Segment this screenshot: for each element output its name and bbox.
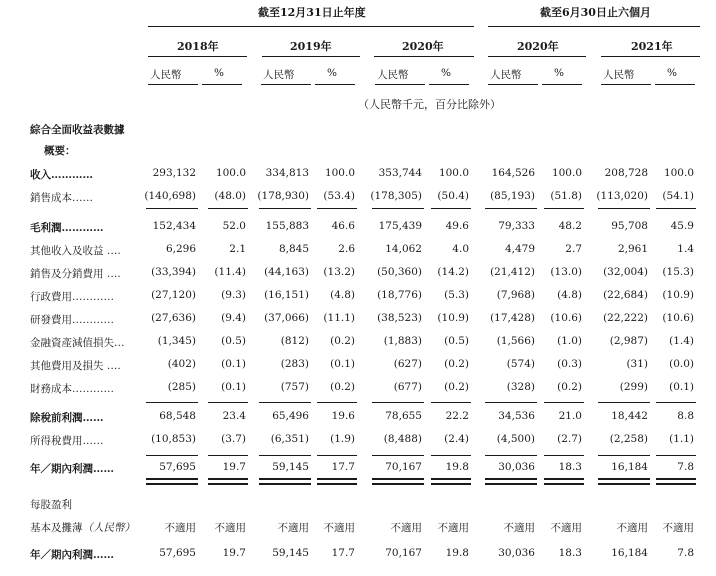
table-rule bbox=[146, 455, 198, 456]
row-cell-amount: 2,961 bbox=[617, 243, 648, 255]
row-cell-amount: 208,728 bbox=[604, 167, 648, 179]
table-rule bbox=[259, 483, 311, 485]
row-cell-amount: 334,813 bbox=[265, 167, 309, 179]
row-cell-amount: 68,548 bbox=[159, 410, 196, 422]
row-label: 其他費用及損失 …. bbox=[30, 360, 121, 372]
row-cell-pct: (4.8) bbox=[557, 289, 582, 301]
row-cell-amount: (757) bbox=[280, 381, 309, 393]
row-cell-pct: 22.2 bbox=[445, 410, 469, 422]
eps-basic-cell-amount: 不適用 bbox=[164, 522, 196, 534]
sub-header-rule bbox=[542, 84, 582, 85]
row-cell-amount: (113,020) bbox=[596, 190, 648, 202]
row-cell-pct: (0.0) bbox=[669, 358, 694, 370]
row-cell-pct: 19.7 bbox=[222, 461, 246, 473]
table-rule bbox=[656, 208, 696, 209]
table-rule bbox=[656, 483, 696, 485]
header-six-month-group: 截至6月30日止六個月 bbox=[540, 6, 651, 19]
row-cell-pct: 100.0 bbox=[324, 167, 355, 179]
sub-header-rule bbox=[261, 84, 311, 85]
year-2018: 2018年 bbox=[177, 40, 219, 53]
row-cell-amount: (8,488) bbox=[383, 433, 422, 445]
row-cell-amount: 155,883 bbox=[265, 220, 309, 232]
row-cell-amount: (21,412) bbox=[490, 266, 535, 278]
row-cell-pct: (0.2) bbox=[330, 335, 355, 347]
eps-basic-label-suffix: （人民幣） bbox=[82, 522, 135, 534]
row-cell-amount: (140,698) bbox=[144, 190, 196, 202]
table-rule bbox=[598, 478, 650, 480]
eps-basic-cell-pct: 不適用 bbox=[214, 522, 246, 534]
eps-profit-cell-pct: 17.7 bbox=[331, 547, 355, 559]
row-cell-amount: (7,968) bbox=[496, 289, 535, 301]
row-cell-pct: (1.0) bbox=[557, 335, 582, 347]
row-cell-pct: (11.1) bbox=[323, 312, 355, 324]
row-cell-pct: (54.1) bbox=[662, 190, 694, 202]
row-cell-pct: 8.8 bbox=[677, 410, 694, 422]
table-rule bbox=[146, 402, 198, 403]
row-label: 財務成本………… bbox=[30, 383, 114, 395]
row-cell-pct: (48.0) bbox=[214, 190, 246, 202]
row-cell-amount: (1,566) bbox=[496, 335, 535, 347]
row-cell-amount: (22,222) bbox=[603, 312, 648, 324]
table-rule bbox=[431, 208, 471, 209]
row-cell-amount: 95,708 bbox=[611, 220, 648, 232]
row-cell-pct: (0.1) bbox=[330, 358, 355, 370]
rule-year-2020-h1 bbox=[488, 56, 586, 57]
row-label: 所得稅費用…… bbox=[30, 435, 104, 447]
eps-basic-cell-amount: 不適用 bbox=[616, 522, 648, 534]
row-cell-amount: (17,428) bbox=[490, 312, 535, 324]
row-cell-amount: (85,193) bbox=[490, 190, 535, 202]
eps-profit-cell-amount: 59,145 bbox=[272, 547, 309, 559]
row-cell-pct: (0.2) bbox=[444, 381, 469, 393]
row-cell-amount: 34,536 bbox=[498, 410, 535, 422]
eps-basic-cell-amount: 不適用 bbox=[277, 522, 309, 534]
row-cell-amount: (328) bbox=[506, 381, 535, 393]
rule-year-2019 bbox=[262, 56, 360, 57]
table-rule bbox=[544, 402, 584, 403]
table-rule bbox=[208, 455, 248, 456]
row-cell-pct: 45.9 bbox=[670, 220, 694, 232]
row-cell-pct: (51.8) bbox=[550, 190, 582, 202]
row-cell-pct: (0.1) bbox=[221, 381, 246, 393]
row-cell-pct: (2.7) bbox=[557, 433, 582, 445]
row-cell-amount: (4,500) bbox=[496, 433, 535, 445]
row-cell-pct: (0.2) bbox=[444, 358, 469, 370]
row-cell-amount: (178,305) bbox=[370, 190, 422, 202]
sub-header-pct: % bbox=[667, 67, 677, 79]
row-cell-amount: 4,479 bbox=[504, 243, 535, 255]
table-rule bbox=[598, 483, 650, 485]
row-cell-amount: (1,883) bbox=[383, 335, 422, 347]
row-cell-amount: (18,776) bbox=[377, 289, 422, 301]
row-cell-amount: (812) bbox=[280, 335, 309, 347]
row-cell-amount: (38,523) bbox=[377, 312, 422, 324]
table-rule bbox=[598, 455, 650, 456]
row-cell-amount: 78,655 bbox=[385, 410, 422, 422]
rule-year-2021-h1 bbox=[601, 56, 700, 57]
row-cell-amount: (2,987) bbox=[609, 335, 648, 347]
row-cell-amount: (677) bbox=[393, 381, 422, 393]
eps-basic-cell-amount: 不適用 bbox=[390, 522, 422, 534]
table-rule bbox=[259, 402, 311, 403]
table-rule bbox=[317, 402, 357, 403]
row-cell-pct: (15.3) bbox=[662, 266, 694, 278]
rule-year-2018 bbox=[148, 56, 247, 57]
sub-header-rule bbox=[429, 84, 469, 85]
row-cell-pct: 4.0 bbox=[452, 243, 469, 255]
row-label: 銷售及分銷費用 …. bbox=[30, 268, 121, 280]
row-cell-pct: 2.6 bbox=[338, 243, 355, 255]
table-rule bbox=[372, 402, 424, 403]
eps-basic-cell-pct: 不適用 bbox=[550, 522, 582, 534]
sub-header-pct: % bbox=[554, 67, 564, 79]
row-cell-amount: (283) bbox=[280, 358, 309, 370]
row-cell-amount: (402) bbox=[167, 358, 196, 370]
row-cell-amount: (22,684) bbox=[603, 289, 648, 301]
row-label: 行政費用………… bbox=[30, 291, 114, 303]
sub-header-pct: % bbox=[214, 67, 224, 79]
table-rule bbox=[431, 455, 471, 456]
eps-profit-cell-pct: 19.8 bbox=[445, 547, 469, 559]
table-rule bbox=[485, 455, 537, 456]
row-cell-amount: (574) bbox=[506, 358, 535, 370]
row-cell-amount: (2,258) bbox=[609, 433, 648, 445]
row-cell-amount: 18,442 bbox=[611, 410, 648, 422]
table-rule bbox=[259, 208, 311, 209]
row-cell-pct: (10.9) bbox=[437, 312, 469, 324]
table-rule bbox=[317, 478, 357, 480]
row-cell-amount: 6,296 bbox=[165, 243, 196, 255]
table-rule bbox=[372, 478, 424, 480]
row-cell-pct: (2.4) bbox=[444, 433, 469, 445]
row-cell-amount: (285) bbox=[167, 381, 196, 393]
row-cell-pct: 19.6 bbox=[331, 410, 355, 422]
sub-header-rule bbox=[655, 84, 695, 85]
row-cell-pct: (1.1) bbox=[669, 433, 694, 445]
row-cell-pct: 100.0 bbox=[438, 167, 469, 179]
row-cell-amount: (33,394) bbox=[151, 266, 196, 278]
table-rule bbox=[544, 208, 584, 209]
row-label: 收入………… bbox=[30, 169, 93, 181]
row-cell-pct: (50.4) bbox=[437, 190, 469, 202]
row-cell-amount: (10,853) bbox=[151, 433, 196, 445]
row-cell-pct: (9.4) bbox=[221, 312, 246, 324]
row-cell-pct: 23.4 bbox=[222, 410, 246, 422]
row-cell-pct: (1.4) bbox=[669, 335, 694, 347]
row-cell-pct: (10.9) bbox=[662, 289, 694, 301]
row-cell-pct: 46.6 bbox=[331, 220, 355, 232]
row-cell-amount: 152,434 bbox=[152, 220, 196, 232]
eps-basic-cell-amount: 不適用 bbox=[503, 522, 535, 534]
table-rule bbox=[431, 402, 471, 403]
row-cell-amount: 30,036 bbox=[498, 461, 535, 473]
eps-title: 每股盈利 bbox=[30, 499, 72, 511]
row-cell-amount: 59,145 bbox=[272, 461, 309, 473]
row-cell-pct: (0.1) bbox=[221, 358, 246, 370]
sub-header-amount: 人民幣 bbox=[603, 69, 635, 81]
row-cell-amount: (31) bbox=[626, 358, 648, 370]
table-rule bbox=[485, 478, 537, 480]
table-rule bbox=[656, 402, 696, 403]
row-cell-pct: (5.3) bbox=[444, 289, 469, 301]
row-cell-amount: (6,351) bbox=[270, 433, 309, 445]
row-cell-amount: (299) bbox=[619, 381, 648, 393]
row-label: 年／期內利潤…… bbox=[30, 463, 114, 475]
row-cell-amount: (27,636) bbox=[151, 312, 196, 324]
sub-header-rule bbox=[148, 84, 198, 85]
row-cell-pct: (0.1) bbox=[669, 381, 694, 393]
eps-profit-cell-pct: 18.3 bbox=[558, 547, 582, 559]
year-2020: 2020年 bbox=[402, 40, 444, 53]
row-cell-pct: (53.4) bbox=[323, 190, 355, 202]
row-cell-pct: (1.9) bbox=[330, 433, 355, 445]
sub-header-pct: % bbox=[441, 67, 451, 79]
section-subtitle: 概要： bbox=[44, 145, 76, 157]
eps-profit-label: 年／期內利潤…… bbox=[30, 549, 114, 561]
unit-note: （人民幣千元，百分比除外） bbox=[358, 98, 501, 111]
table-rule bbox=[208, 478, 248, 480]
row-cell-pct: (0.5) bbox=[221, 335, 246, 347]
table-rule bbox=[317, 483, 357, 485]
row-cell-pct: (10.6) bbox=[662, 312, 694, 324]
sub-header-pct: % bbox=[327, 67, 337, 79]
row-cell-amount: (37,066) bbox=[264, 312, 309, 324]
row-label: 毛利潤………… bbox=[30, 222, 104, 234]
table-rule bbox=[485, 208, 537, 209]
sub-header-amount: 人民幣 bbox=[150, 69, 182, 81]
row-cell-amount: (27,120) bbox=[151, 289, 196, 301]
row-cell-pct: (13.2) bbox=[323, 266, 355, 278]
eps-basic-label bbox=[30, 520, 135, 535]
row-cell-amount: 70,167 bbox=[385, 461, 422, 473]
row-cell-pct: (0.2) bbox=[330, 381, 355, 393]
sub-header-rule bbox=[375, 84, 425, 85]
table-rule bbox=[431, 483, 471, 485]
table-rule bbox=[372, 455, 424, 456]
row-label: 其他收入及收益 …. bbox=[30, 245, 121, 257]
table-rule bbox=[146, 483, 198, 485]
row-cell-amount: (32,004) bbox=[603, 266, 648, 278]
table-rule bbox=[598, 402, 650, 403]
row-cell-pct: (0.2) bbox=[557, 381, 582, 393]
eps-profit-cell-amount: 16,184 bbox=[611, 547, 648, 559]
row-cell-amount: (44,163) bbox=[264, 266, 309, 278]
table-rule bbox=[485, 483, 537, 485]
row-label: 除稅前利潤…… bbox=[30, 412, 104, 424]
eps-basic-cell-pct: 不適用 bbox=[437, 522, 469, 534]
rule-six-month-group bbox=[488, 26, 700, 27]
row-cell-pct: 48.2 bbox=[558, 220, 582, 232]
table-rule bbox=[485, 402, 537, 403]
sub-header-rule bbox=[488, 84, 538, 85]
table-rule bbox=[208, 402, 248, 403]
sub-header-amount: 人民幣 bbox=[490, 69, 522, 81]
row-cell-pct: 18.3 bbox=[558, 461, 582, 473]
row-cell-amount: (16,151) bbox=[264, 289, 309, 301]
row-cell-pct: 19.8 bbox=[445, 461, 469, 473]
row-cell-amount: 14,062 bbox=[385, 243, 422, 255]
table-rule bbox=[317, 208, 357, 209]
row-label: 金融資產減值損失… bbox=[30, 337, 125, 349]
sub-header-rule bbox=[315, 84, 355, 85]
table-rule bbox=[372, 483, 424, 485]
row-cell-pct: 7.8 bbox=[677, 461, 694, 473]
year-2020-h1: 2020年 bbox=[517, 40, 559, 53]
row-cell-pct: 2.1 bbox=[229, 243, 246, 255]
eps-profit-cell-pct: 19.7 bbox=[222, 547, 246, 559]
row-cell-amount: (178,930) bbox=[257, 190, 309, 202]
row-cell-pct: (3.7) bbox=[221, 433, 246, 445]
table-rule bbox=[598, 208, 650, 209]
eps-basic-cell-pct: 不適用 bbox=[323, 522, 355, 534]
eps-profit-cell-amount: 30,036 bbox=[498, 547, 535, 559]
row-cell-amount: 16,184 bbox=[611, 461, 648, 473]
row-cell-pct: 1.4 bbox=[677, 243, 694, 255]
row-cell-pct: 17.7 bbox=[331, 461, 355, 473]
row-cell-pct: 100.0 bbox=[551, 167, 582, 179]
row-cell-amount: (627) bbox=[393, 358, 422, 370]
eps-profit-cell-amount: 70,167 bbox=[385, 547, 422, 559]
eps-profit-cell-amount: 57,695 bbox=[159, 547, 196, 559]
table-rule bbox=[208, 208, 248, 209]
row-cell-amount: 175,439 bbox=[378, 220, 422, 232]
table-rule bbox=[544, 455, 584, 456]
row-cell-amount: (50,360) bbox=[377, 266, 422, 278]
row-cell-amount: (1,345) bbox=[157, 335, 196, 347]
eps-basic-label-prefix: 基本及攤薄 bbox=[30, 522, 83, 534]
table-rule bbox=[656, 478, 696, 480]
row-cell-amount: 79,333 bbox=[498, 220, 535, 232]
year-2019: 2019年 bbox=[290, 40, 332, 53]
row-cell-pct: (9.3) bbox=[221, 289, 246, 301]
row-cell-pct: (10.6) bbox=[550, 312, 582, 324]
sub-header-amount: 人民幣 bbox=[377, 69, 409, 81]
table-rule bbox=[656, 455, 696, 456]
sub-header-rule bbox=[202, 84, 242, 85]
table-rule bbox=[544, 478, 584, 480]
sub-header-rule bbox=[601, 84, 651, 85]
year-2021-h1: 2021年 bbox=[631, 40, 673, 53]
table-rule bbox=[259, 455, 311, 456]
row-cell-pct: (0.3) bbox=[557, 358, 582, 370]
row-cell-amount: 293,132 bbox=[152, 167, 196, 179]
eps-profit-cell-pct: 7.8 bbox=[677, 547, 694, 559]
row-cell-amount: 65,496 bbox=[272, 410, 309, 422]
row-cell-pct: (11.4) bbox=[214, 266, 246, 278]
section-title: 綜合全面收益表數據 bbox=[30, 124, 125, 136]
row-cell-pct: (0.5) bbox=[444, 335, 469, 347]
table-rule bbox=[146, 478, 198, 480]
rule-year-2020 bbox=[374, 56, 474, 57]
row-cell-pct: 49.6 bbox=[445, 220, 469, 232]
row-cell-amount: 57,695 bbox=[159, 461, 196, 473]
row-cell-pct: 100.0 bbox=[215, 167, 246, 179]
row-cell-amount: 353,744 bbox=[378, 167, 422, 179]
row-cell-amount: 164,526 bbox=[491, 167, 535, 179]
row-cell-amount: 8,845 bbox=[278, 243, 309, 255]
row-cell-pct: 21.0 bbox=[558, 410, 582, 422]
row-label: 研發費用………… bbox=[30, 314, 114, 326]
row-cell-pct: (13.0) bbox=[550, 266, 582, 278]
table-rule bbox=[544, 483, 584, 485]
row-cell-pct: 2.7 bbox=[565, 243, 582, 255]
row-label: 銷售成本…… bbox=[30, 192, 93, 204]
table-rule bbox=[208, 483, 248, 485]
table-rule bbox=[317, 455, 357, 456]
row-cell-pct: (14.2) bbox=[437, 266, 469, 278]
eps-basic-cell-pct: 不適用 bbox=[662, 522, 694, 534]
table-rule bbox=[431, 478, 471, 480]
table-rule bbox=[259, 478, 311, 480]
table-rule bbox=[146, 208, 198, 209]
rule-annual-group bbox=[148, 26, 474, 27]
sub-header-amount: 人民幣 bbox=[263, 69, 295, 81]
table-rule bbox=[372, 208, 424, 209]
row-cell-pct: (4.8) bbox=[330, 289, 355, 301]
row-cell-pct: 100.0 bbox=[663, 167, 694, 179]
header-annual-group: 截至12月31日止年度 bbox=[258, 6, 366, 19]
row-cell-pct: 52.0 bbox=[222, 220, 246, 232]
